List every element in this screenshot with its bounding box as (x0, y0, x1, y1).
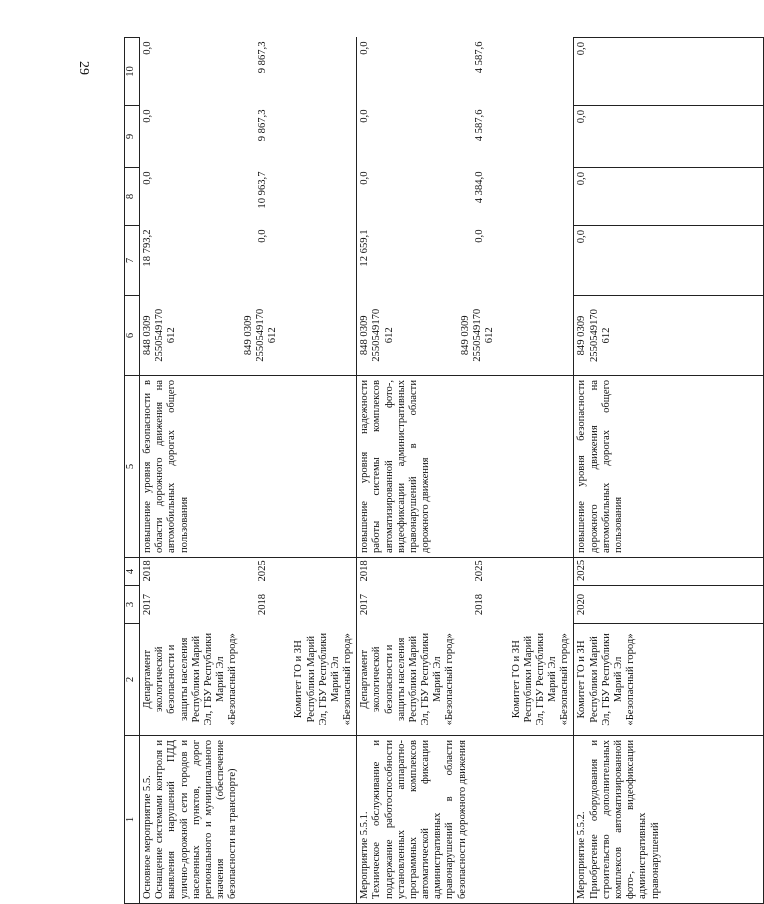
value: 4 587,6 (474, 41, 486, 74)
value: 0,0 (574, 106, 764, 168)
col-header-3: 3 (125, 586, 140, 624)
col-header-9: 9 (125, 106, 140, 168)
value: 4 384,0 (474, 171, 486, 204)
value-col-8 (140, 168, 357, 226)
col-header-1: 1 (125, 736, 140, 904)
col-header-8: 8 (125, 168, 140, 226)
page-number: 29 (76, 61, 91, 75)
budget-code-cell (357, 296, 574, 376)
measure-name: Основное мероприятие 5.5. Оснащение системами контроля и выявления нарушений ПДД улично-дорожной сети городов и населенных пунктов, дорог регионального и муниципального значения (обеспечение безопасности на транспорте) (140, 736, 357, 904)
value: 18 793,2 (142, 229, 153, 267)
value-col-9 (140, 106, 357, 168)
budget-code: 848 0309 2550549170 612 (142, 308, 178, 362)
value: 0,0 (474, 229, 486, 243)
start-year: 2017 (142, 593, 153, 616)
end-year: 2025 (474, 560, 486, 582)
start-year: 2017 (359, 593, 371, 616)
budget-code: 849 0309 2550549170 612 (242, 308, 278, 362)
budget-code: 849 0309 2550549170 612 (574, 296, 764, 376)
executor: Комитет ГО и ЗН Республики Марий Эл, ГБУ Республики Марий Эл «Безопасный город» (574, 624, 764, 736)
table-row (140, 38, 357, 904)
budget-code: 849 0309 2550549170 612 (459, 308, 496, 362)
value: 0,0 (142, 171, 153, 185)
value: 0,0 (574, 38, 764, 106)
start-year-cell (140, 586, 357, 624)
col-header-4: 4 (125, 558, 140, 586)
value: 9 867,3 (257, 109, 269, 142)
executor: Департамент экологической безопасности и защиты населения Республики Марий Эл, ГБУ Республики Марий Эл «Безопасный город» (142, 632, 239, 726)
value: 0,0 (574, 226, 764, 296)
value: 0,0 (359, 41, 371, 55)
value-col-10 (357, 38, 574, 106)
rotated-page (124, 0, 764, 904)
measure-name: Мероприятие 5.5.1. Техническое обслуживание и поддержание работоспособности установленных аппаратно-программных комплексов автоматической фиксации административных правонарушений в области безопасности дорожного движения (357, 736, 574, 904)
value: 12 659,1 (359, 229, 371, 267)
measure-name: Мероприятие 5.5.2. Приобретение оборудования и строительство дополнительных комплексов автоматизированной фото-, видеофиксации административных правонарушений (574, 736, 764, 904)
end-year-cell (140, 558, 357, 586)
value: 9 867,3 (257, 41, 269, 74)
header-row (125, 38, 140, 904)
table-row (357, 38, 574, 904)
measures-table (124, 37, 764, 904)
value: 0,0 (359, 171, 371, 185)
executor-cell (140, 624, 357, 736)
end-year: 2018 (142, 560, 153, 582)
col-header-5: 5 (125, 376, 140, 558)
end-year: 2025 (574, 558, 764, 586)
col-header-7: 7 (125, 226, 140, 296)
executor: Комитет ГО и ЗН Республики Марий Эл, ГБУ Республики Марий Эл «Безопасный город» (293, 632, 354, 726)
end-year-cell (357, 558, 574, 586)
expected-result: повышение уровня безопасности в области дорожного движения на автомобильных дорогах общего пользования (140, 376, 357, 558)
value-col-8 (357, 168, 574, 226)
col-header-6: 6 (125, 296, 140, 376)
col-header-10: 10 (125, 38, 140, 106)
value-col-7 (357, 226, 574, 296)
expected-result: повышение уровня безопасности дорожного движения на автомобильных дорогах общего пользования (574, 376, 764, 558)
start-year: 2018 (257, 593, 269, 616)
table-row (574, 38, 764, 904)
value: 0,0 (574, 168, 764, 226)
value: 4 587,6 (474, 109, 486, 142)
start-year: 2018 (474, 593, 486, 616)
value: 0,0 (142, 41, 153, 55)
value-col-10 (140, 38, 357, 106)
end-year: 2018 (359, 560, 371, 582)
value-col-9 (357, 106, 574, 168)
budget-code-cell (140, 296, 357, 376)
value: 0,0 (359, 109, 371, 123)
executor: Департамент экологической безопасности и защиты населения Республики Марий Эл, ГБУ Республики Марий Эл «Безопасный город» (359, 632, 456, 726)
executor-cell (357, 624, 574, 736)
value-col-7 (140, 226, 357, 296)
value: 0,0 (142, 109, 153, 123)
value: 0,0 (257, 229, 269, 243)
end-year: 2025 (257, 560, 269, 582)
executor: Комитет ГО и ЗН Республики Марий Эл, ГБУ Республики Марий Эл «Безопасный город» (510, 632, 571, 726)
start-year: 2020 (574, 586, 764, 624)
col-header-2: 2 (125, 624, 140, 736)
value: 10 963,7 (257, 171, 269, 209)
start-year-cell (357, 586, 574, 624)
expected-result: повышение уровня надежности работы системы комплексов автоматизированной фото-, видеофиксации административных правонарушений в области дорожного движения (357, 376, 574, 558)
budget-code: 848 0309 2550549170 612 (359, 308, 395, 362)
